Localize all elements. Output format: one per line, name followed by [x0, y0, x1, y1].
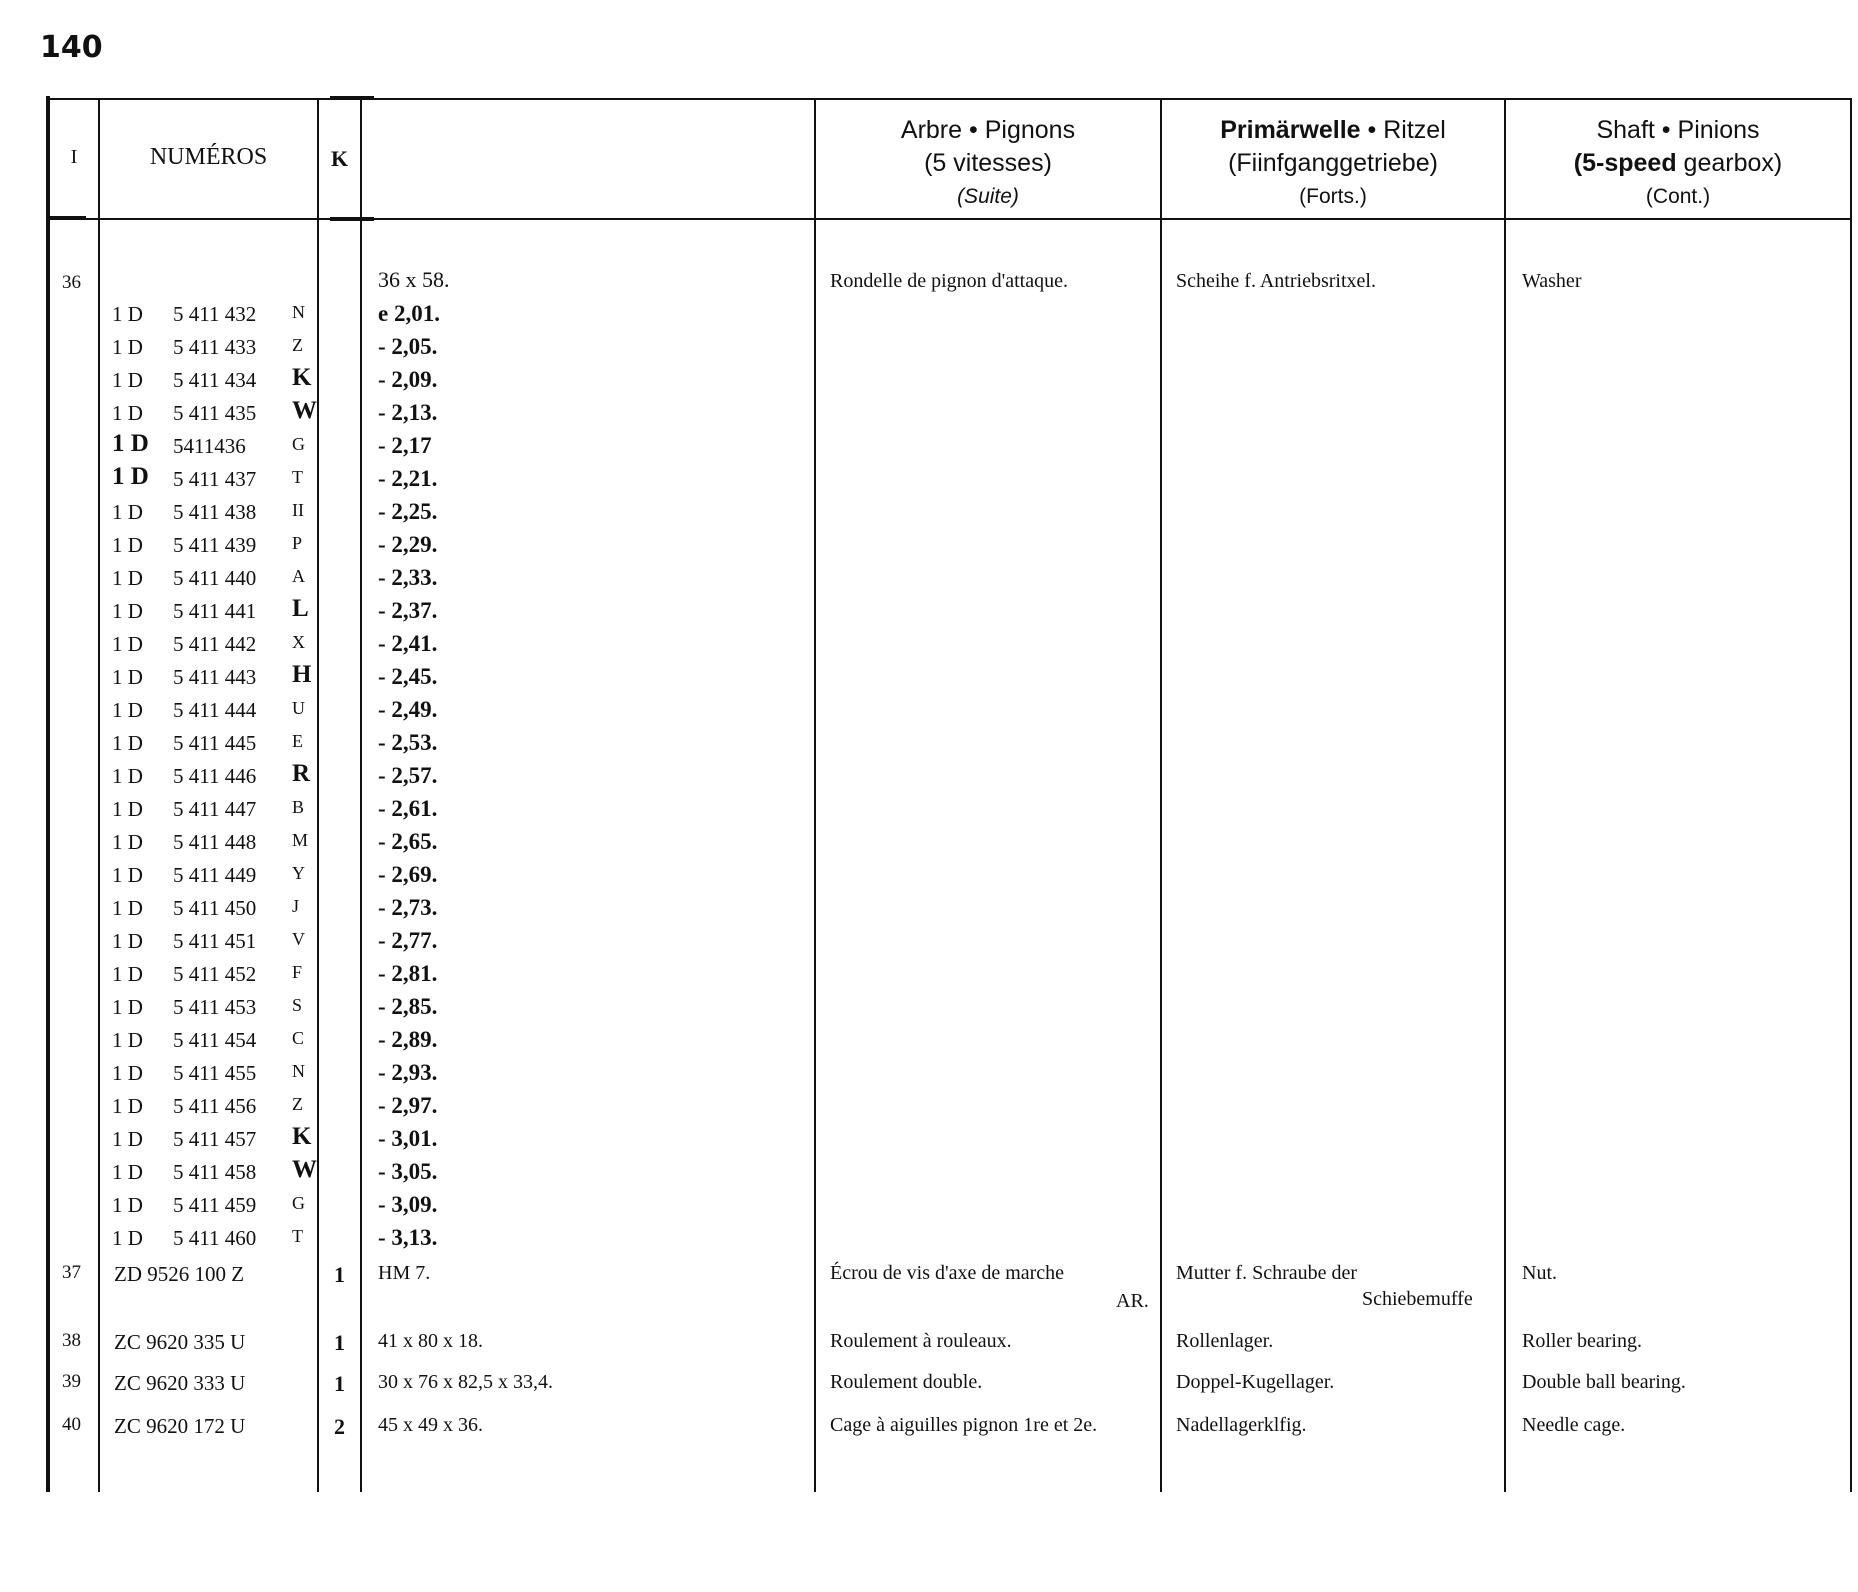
part-number: 5 411 455 [173, 1061, 257, 1085]
part-number: 5 411 440 [173, 566, 257, 590]
part-prefix: 1 D [112, 830, 143, 854]
description-english: Nut. [1522, 1262, 1557, 1284]
part-prefix: 1 D [112, 797, 143, 821]
item36-dimension: 36 x 58. [378, 267, 450, 292]
part-number: 5 411 450 [173, 896, 257, 920]
part-number: 5411436 [173, 434, 246, 458]
part-letter: Z [292, 1094, 303, 1114]
part-number: ZC 9620 333 U [114, 1371, 246, 1395]
header-french-suite: (Suite) [957, 185, 1019, 208]
part-number: 5 411 441 [173, 599, 257, 623]
part-thickness: - 3,01. [378, 1126, 438, 1151]
table-row [0, 863, 1858, 896]
table-row [0, 1123, 1858, 1160]
bullet-icon: • [969, 116, 978, 144]
part-prefix: 1 D [112, 1094, 143, 1118]
item36-german: Scheihe f. Antriebsritxel. [1176, 270, 1376, 292]
part-number: 5 411 454 [173, 1028, 257, 1052]
item-index: 37 [62, 1262, 81, 1283]
item36-english: Washer [1522, 270, 1582, 292]
description-french: Écrou de vis d'axe de marche [830, 1262, 1065, 1284]
part-letter: A [292, 566, 305, 586]
dimension: 30 x 76 x 82,5 x 33,4. [378, 1371, 553, 1393]
part-letter: W [292, 1156, 317, 1183]
header-german-getriebe: (Fiinfganggetriebe) [1228, 149, 1438, 177]
part-number: 5 411 432 [173, 302, 257, 326]
part-number: 5 411 437 [173, 467, 257, 491]
part-letter: S [292, 995, 303, 1015]
part-letter: Y [292, 863, 305, 883]
part-thickness: - 2,97. [378, 1093, 438, 1118]
part-prefix: 1 D [112, 1061, 143, 1085]
item-index: 39 [62, 1371, 81, 1392]
part-number: 5 411 456 [173, 1094, 257, 1118]
dimension: 41 x 80 x 18. [378, 1330, 483, 1352]
part-prefix: 1 D [112, 335, 143, 359]
part-thickness: - 2,13. [378, 400, 438, 425]
quantity: 1 [334, 1330, 345, 1355]
header-index: I [70, 146, 78, 168]
part-prefix: 1 D [112, 401, 143, 425]
part-number: 5 411 438 [173, 500, 257, 524]
part-prefix: 1 D [112, 1226, 143, 1250]
part-letter: G [292, 434, 305, 454]
header-english [1506, 114, 1850, 213]
part-letter: K [292, 364, 312, 391]
dimension: 45 x 49 x 36. [378, 1414, 483, 1436]
part-prefix: 1 D [112, 863, 143, 887]
header-english-gearbox: gearbox) [1683, 149, 1783, 177]
part-number: 5 411 447 [173, 797, 257, 821]
table-row [0, 463, 1858, 500]
table-row [0, 1330, 1858, 1370]
table-row [0, 731, 1858, 764]
part-prefix: 1 D [112, 665, 143, 689]
part-number: 5 411 439 [173, 533, 257, 557]
part-letter: M [292, 830, 309, 850]
part-prefix: 1 D [112, 896, 143, 920]
header-top-line [46, 98, 1852, 100]
part-prefix: 1 D [112, 1193, 143, 1217]
part-thickness: - 2,05. [378, 334, 438, 359]
part-thickness: - 2,81. [378, 961, 438, 986]
part-thickness: - 3,09. [378, 1192, 438, 1217]
part-letter: T [292, 467, 303, 487]
part-prefix: 1 D [112, 533, 143, 557]
part-number: 5 411 458 [173, 1160, 257, 1184]
part-letter: N [292, 1061, 305, 1081]
part-thickness: - 2,73. [378, 895, 438, 920]
table-row [0, 1226, 1858, 1259]
part-thickness: - 2,17 [378, 433, 432, 458]
quantity: 1 [334, 1262, 345, 1287]
description-english: Roller bearing. [1522, 1330, 1642, 1352]
part-number: ZC 9620 335 U [114, 1330, 246, 1354]
part-number: 5 411 444 [173, 698, 257, 722]
page-number: 140 [40, 30, 103, 65]
part-thickness: - 2,29. [378, 532, 438, 557]
part-prefix: 1 D [112, 764, 143, 788]
table-row [0, 1028, 1858, 1061]
part-thickness: - 2,09. [378, 367, 438, 392]
part-letter: R [292, 760, 311, 787]
part-letter: N [292, 302, 305, 322]
table-row [0, 962, 1858, 995]
part-thickness: - 2,93. [378, 1060, 438, 1085]
part-prefix: 1 D [112, 368, 143, 392]
part-thickness: - 2,77. [378, 928, 438, 953]
table-row [0, 896, 1858, 929]
part-thickness: - 2,61. [378, 796, 438, 821]
table-row [0, 1414, 1858, 1454]
part-prefix: 1 D [112, 566, 143, 590]
bullet-icon: • [1367, 116, 1377, 144]
header-german-primarwelle: Primärwelle [1220, 116, 1361, 144]
part-thickness: - 2,85. [378, 994, 438, 1019]
table-row [0, 335, 1858, 368]
part-letter: V [292, 929, 305, 949]
part-thickness: - 2,21. [378, 466, 438, 491]
part-number: 5 411 452 [173, 962, 257, 986]
part-prefix: 1 D [112, 430, 149, 457]
part-letter: P [292, 533, 303, 553]
table-row [0, 830, 1858, 863]
header-german [1162, 114, 1504, 213]
item-index: 38 [62, 1330, 81, 1351]
part-thickness: - 3,05. [378, 1159, 438, 1184]
part-prefix: 1 D [112, 632, 143, 656]
part-letter: K [292, 1123, 312, 1150]
description-german: Mutter f. Schraube der [1176, 1262, 1358, 1284]
table-row [0, 995, 1858, 1028]
part-letter: T [292, 1226, 303, 1246]
header-english-shaft: Shaft [1596, 116, 1655, 144]
part-thickness: - 3,13. [378, 1225, 438, 1250]
item36-french: Rondelle de pignon d'attaque. [830, 270, 1068, 292]
part-letter: F [292, 962, 303, 982]
part-thickness: - 2,33. [378, 565, 438, 590]
part-thickness: e 2,01. [378, 301, 440, 326]
item-index: 40 [62, 1414, 81, 1435]
part-thickness: - 2,65. [378, 829, 438, 854]
header-bottom-line [46, 218, 1852, 220]
header-german-forts: (Forts.) [1299, 185, 1367, 208]
description-french: Roulement double. [830, 1371, 983, 1393]
header-english-5speed: (5-speed [1573, 149, 1677, 177]
table-row [0, 632, 1858, 665]
part-number: 5 411 449 [173, 863, 257, 887]
part-number: 5 411 460 [173, 1226, 257, 1250]
description-english: Needle cage. [1522, 1414, 1626, 1436]
part-letter: B [292, 797, 305, 817]
table-row [0, 500, 1858, 533]
part-prefix: 1 D [112, 731, 143, 755]
part-prefix: 1 D [112, 1028, 143, 1052]
part-prefix: 1 D [112, 1127, 143, 1151]
table-row [0, 595, 1858, 632]
part-thickness: - 2,49. [378, 697, 438, 722]
description-english: Double ball bearing. [1522, 1371, 1686, 1393]
part-number: 5 411 435 [173, 401, 257, 425]
part-letter: U [292, 698, 305, 718]
table-row [0, 1061, 1858, 1094]
header-english-pinions: Pinions [1677, 116, 1760, 144]
header-german-ritzel: Ritzel [1383, 116, 1446, 144]
description-german: Nadellagerklfig. [1176, 1414, 1307, 1436]
part-letter: Z [292, 335, 303, 355]
table-row [0, 929, 1858, 962]
description-german: Doppel-Kugellager. [1176, 1371, 1335, 1393]
description-german-line2: Schiebemuffe [1362, 1288, 1473, 1310]
header-english-cont: (Cont.) [1645, 185, 1711, 208]
part-letter: J [292, 896, 300, 916]
table-row [0, 1371, 1858, 1411]
k-column-bottom-mark [330, 217, 374, 221]
part-letter: G [292, 1193, 305, 1213]
part-letter: W [292, 397, 317, 424]
part-prefix: 1 D [112, 500, 143, 524]
item36-index: 36 [62, 272, 81, 293]
header-french-vitesses: (5 vitesses) [924, 149, 1052, 177]
part-prefix: 1 D [112, 302, 143, 326]
part-letter: L [292, 595, 309, 622]
part-number: 5 411 434 [173, 368, 257, 392]
part-number: 5 411 446 [173, 764, 257, 788]
part-thickness: - 2,25. [378, 499, 438, 524]
table-row [0, 1193, 1858, 1226]
part-letter: H [292, 661, 312, 688]
header-numeros: NUMÉROS [149, 144, 268, 170]
k-column-top-mark [330, 96, 374, 100]
quantity: 1 [334, 1371, 345, 1396]
description-german: Rollenlager. [1176, 1330, 1274, 1352]
quantity: 2 [334, 1414, 345, 1439]
description-french-line2: AR. [1116, 1290, 1149, 1312]
table-row [0, 1094, 1858, 1127]
part-thickness: - 2,69. [378, 862, 438, 887]
table-row [0, 364, 1858, 401]
header-french [816, 114, 1160, 213]
part-thickness: - 2,45. [378, 664, 438, 689]
part-thickness: - 2,37. [378, 598, 438, 623]
part-number: 5 411 445 [173, 731, 257, 755]
part-letter: E [292, 731, 303, 751]
part-prefix: 1 D [112, 929, 143, 953]
header-k: K [330, 146, 349, 171]
table-row [0, 1156, 1858, 1193]
table-row [0, 566, 1858, 599]
part-number: 5 411 451 [173, 929, 257, 953]
table-row [0, 661, 1858, 698]
part-prefix: 1 D [112, 698, 143, 722]
part-number: 5 411 443 [173, 665, 257, 689]
table-row [0, 760, 1858, 797]
part-number: ZD 9526 100 Z [114, 1262, 245, 1286]
table-row [0, 797, 1858, 830]
header-french-arbre: Arbre [900, 116, 963, 144]
part-prefix: 1 D [112, 962, 143, 986]
header-french-pignons: Pignons [984, 116, 1076, 144]
part-number: ZC 9620 172 U [114, 1414, 246, 1438]
part-prefix: 1 D [112, 463, 149, 490]
table-row [0, 397, 1858, 434]
part-letter: II [292, 500, 304, 520]
description-french: Cage à aiguilles pignon 1re et 2e. [830, 1414, 1098, 1436]
part-prefix: 1 D [112, 599, 143, 623]
part-prefix: 1 D [112, 1160, 143, 1184]
part-prefix: 1 D [112, 995, 143, 1019]
part-number: 5 411 457 [173, 1127, 257, 1151]
part-thickness: - 2,89. [378, 1027, 438, 1052]
part-letter: X [292, 632, 305, 652]
part-number: 5 411 442 [173, 632, 257, 656]
table-row [0, 698, 1858, 731]
part-thickness: - 2,41. [378, 631, 438, 656]
table-row [0, 302, 1858, 335]
table-row [0, 1262, 1858, 1312]
part-number: 5 411 433 [173, 335, 257, 359]
part-thickness: - 2,57. [378, 763, 438, 788]
part-number: 5 411 459 [173, 1193, 257, 1217]
part-letter: C [292, 1028, 305, 1048]
table-row [0, 430, 1858, 467]
table-row [0, 533, 1858, 566]
part-number: 5 411 448 [173, 830, 257, 854]
part-thickness: - 2,53. [378, 730, 438, 755]
dimension: HM 7. [378, 1262, 431, 1284]
part-number: 5 411 453 [173, 995, 257, 1019]
index-column-mark [50, 216, 86, 220]
description-french: Roulement à rouleaux. [830, 1330, 1012, 1352]
bullet-icon: • [1661, 116, 1671, 144]
